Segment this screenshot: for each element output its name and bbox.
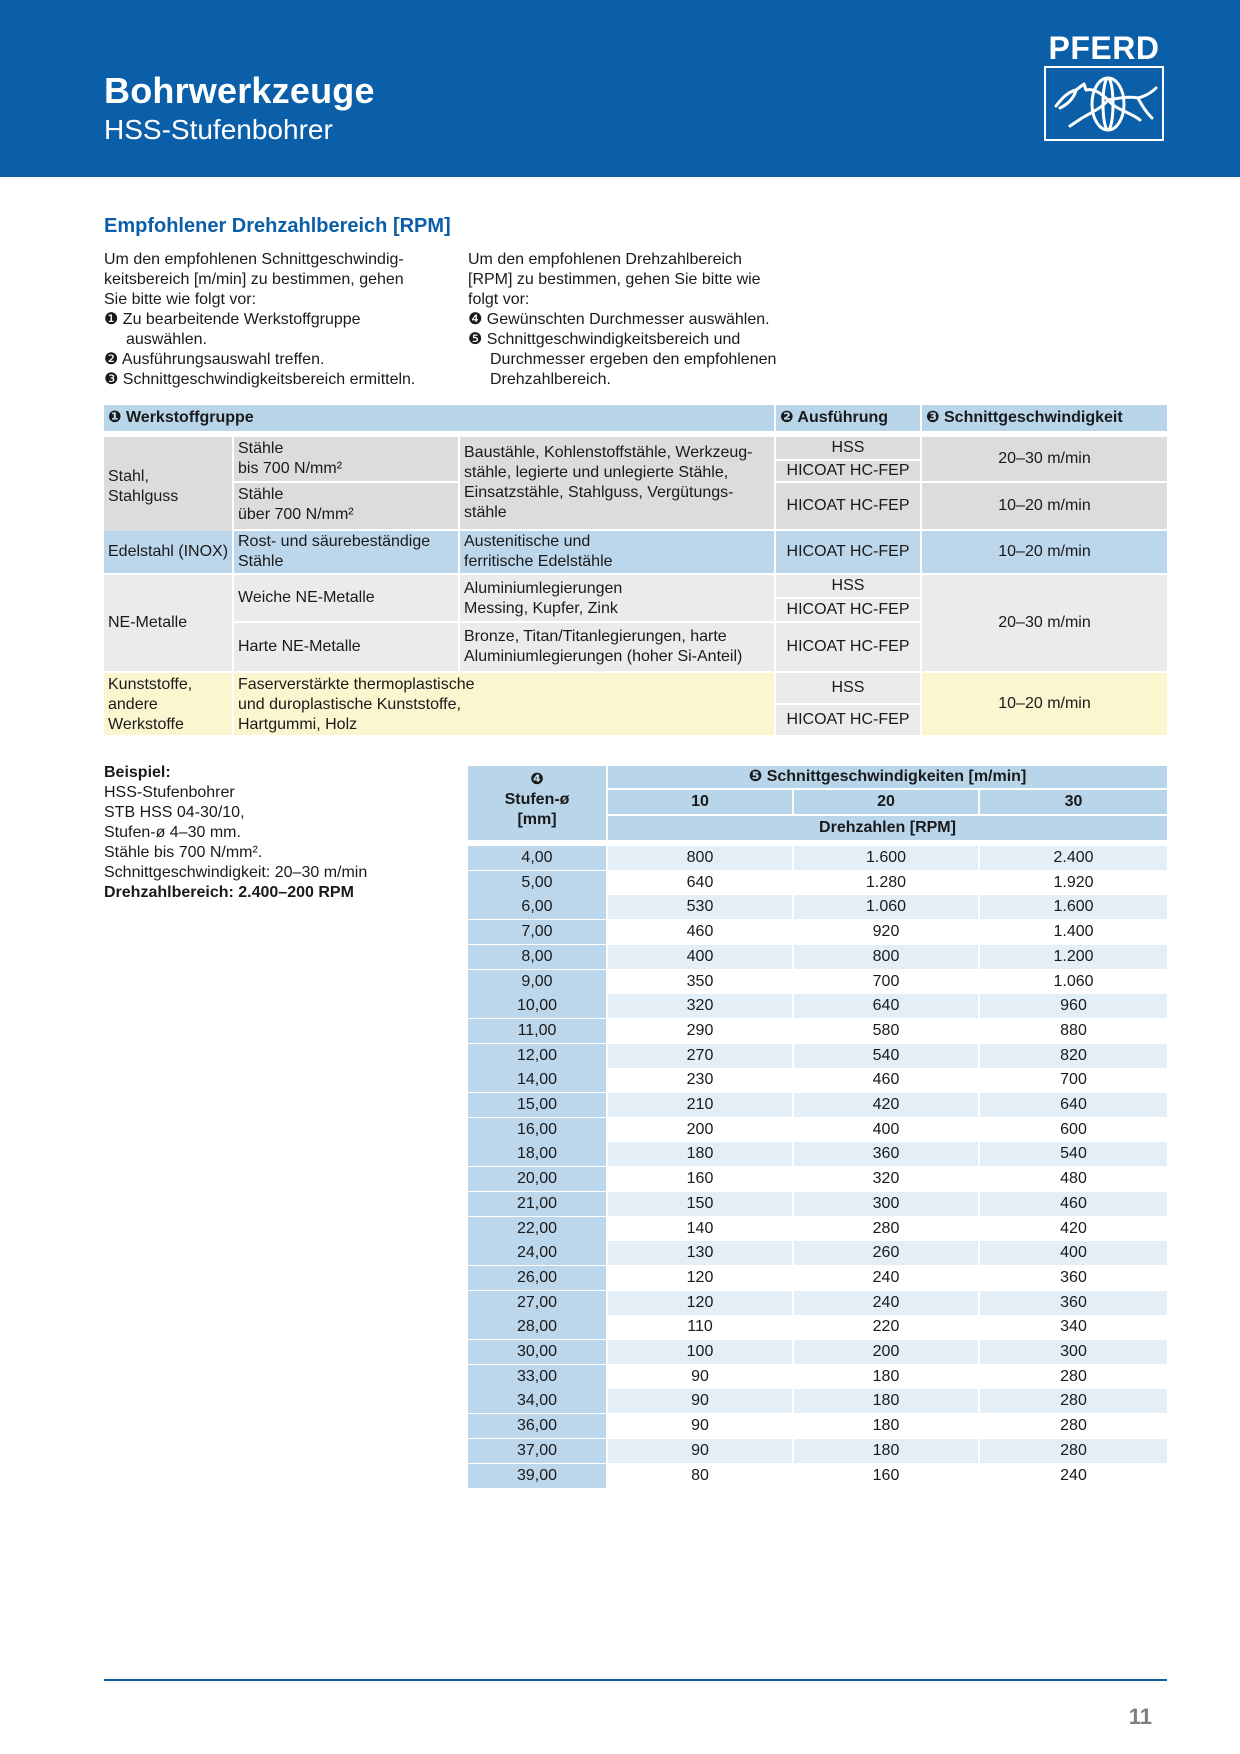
intro-right-line: Um den empfohlenen Drehzahlbereich — [468, 251, 742, 268]
rpm-cell-20: 800 — [794, 945, 978, 969]
rpm-cell-20: 160 — [794, 1464, 978, 1488]
speed-stahl-2: 10–20 m/min — [922, 483, 1167, 529]
rpm-cell-30: 280 — [980, 1439, 1167, 1463]
desc-stahl: Baustähle, Kohlenstoffstähle, Werkzeug- stähle, legierte und unlegierte Stähle, Einsatzstähle, Stahlguss, Vergütungs- stähle — [460, 437, 774, 529]
table-row — [468, 1019, 1167, 1043]
rpm-cell-30: 280 — [980, 1389, 1167, 1413]
diameter-cell: 16,00 — [468, 1118, 606, 1142]
rpm-cell-30: 480 — [980, 1167, 1167, 1191]
diameter-cell: 21,00 — [468, 1192, 606, 1216]
rpm-cell-10: 150 — [608, 1192, 792, 1216]
table-row — [468, 871, 1167, 895]
rpm-cell-30: 1.060 — [980, 970, 1167, 994]
diameter-cell: 30,00 — [468, 1340, 606, 1364]
rpm-cell-10: 460 — [608, 920, 792, 944]
sub-stahl-ueber-700: Stähle über 700 N/mm² — [234, 483, 458, 529]
table-row — [468, 1068, 1167, 1092]
header-werkstoffgruppe: ❶ Werkstoffgruppe — [104, 405, 774, 431]
ausfuehrung-stahl-hcfep-2: HICOAT HC-FEP — [776, 483, 920, 529]
diameter-cell: 14,00 — [468, 1068, 606, 1092]
rpm-cell-20: 640 — [794, 994, 978, 1018]
rpm-cell-10: 160 — [608, 1167, 792, 1191]
rpm-cell-10: 270 — [608, 1044, 792, 1068]
diameter-cell: 8,00 — [468, 945, 606, 969]
table-row — [468, 1241, 1167, 1265]
rpm-cell-20: 280 — [794, 1217, 978, 1241]
diameter-cell: 34,00 — [468, 1389, 606, 1413]
rpm-cell-10: 210 — [608, 1093, 792, 1117]
intro-left — [104, 250, 454, 390]
rpm-cell-30: 960 — [980, 994, 1167, 1018]
rpm-cell-10: 320 — [608, 994, 792, 1018]
example-block — [104, 763, 434, 903]
rpm-cell-20: 580 — [794, 1019, 978, 1043]
intro-left-step-1: ❶ Zu bearbeitende Werkstoffgruppe — [104, 311, 361, 328]
table-row — [468, 1167, 1167, 1191]
table-row — [468, 1340, 1167, 1364]
diameter-cell: 24,00 — [468, 1241, 606, 1265]
diameter-cell: 36,00 — [468, 1414, 606, 1438]
ausfuehrung-stahl-hcfep-1: HICOAT HC-FEP — [776, 461, 920, 481]
rpm-cell-20: 260 — [794, 1241, 978, 1265]
rpm-cell-30: 1.920 — [980, 871, 1167, 895]
intro-left-line: Um den empfohlenen Schnittgeschwindig- — [104, 251, 404, 268]
rpm-cell-10: 200 — [608, 1118, 792, 1142]
ausfuehrung-kunst-hcfep: HICOAT HC-FEP — [776, 705, 920, 735]
rpm-cell-30: 420 — [980, 1217, 1167, 1241]
rpm-cell-30: 280 — [980, 1365, 1167, 1389]
rpm-cell-20: 400 — [794, 1118, 978, 1142]
header-schnittgeschwindigkeit: ❸ Schnittgeschwindigkeit — [922, 405, 1167, 431]
rpm-cell-30: 2.400 — [980, 846, 1167, 870]
table-row — [468, 1118, 1167, 1142]
footer-divider — [104, 1679, 1167, 1681]
rpm-cell-10: 530 — [608, 895, 792, 919]
ausfuehrung-ne-hcfep-2: HICOAT HC-FEP — [776, 623, 920, 671]
diameter-cell: 15,00 — [468, 1093, 606, 1117]
rpm-cell-20: 420 — [794, 1093, 978, 1117]
example-line: Schnittgeschwindigkeit: 20–30 m/min — [104, 864, 368, 881]
rpm-cell-10: 350 — [608, 970, 792, 994]
example-line: Stufen-ø 4–30 mm. — [104, 824, 241, 841]
group-stahl: Stahl, Stahlguss — [104, 437, 232, 561]
page-title: Bohrwerkzeuge — [104, 70, 375, 111]
intro-left-step-1-cont: auswählen. — [126, 331, 207, 348]
table-row — [468, 920, 1167, 944]
diameter-cell: 27,00 — [468, 1291, 606, 1315]
rpm-cell-10: 120 — [608, 1266, 792, 1290]
table-row — [468, 846, 1167, 870]
rpm-cell-30: 1.200 — [980, 945, 1167, 969]
diameter-cell: 4,00 — [468, 846, 606, 870]
rpm-cell-20: 1.280 — [794, 871, 978, 895]
rpm-cell-10: 140 — [608, 1217, 792, 1241]
diameter-cell: 6,00 — [468, 895, 606, 919]
rpm-cell-30: 360 — [980, 1266, 1167, 1290]
rpm-cell-30: 1.400 — [980, 920, 1167, 944]
rpm-cell-20: 180 — [794, 1389, 978, 1413]
header-banner — [0, 0, 1240, 177]
intro-right — [468, 250, 828, 390]
diameter-cell: 33,00 — [468, 1365, 606, 1389]
rpm-cell-10: 90 — [608, 1414, 792, 1438]
header-speed-30: 30 — [980, 790, 1167, 814]
diameter-cell: 20,00 — [468, 1167, 606, 1191]
table-row — [468, 1389, 1167, 1413]
header-speed-20: 20 — [794, 790, 978, 814]
table-row — [468, 1365, 1167, 1389]
desc-harte-ne: Bronze, Titan/Titanlegierungen, harte Aluminiumlegierungen (hoher Si-Anteil) — [460, 623, 774, 671]
rpm-cell-10: 180 — [608, 1142, 792, 1166]
table-row — [468, 895, 1167, 919]
sub-weiche-ne: Weiche NE-Metalle — [234, 575, 458, 621]
rpm-cell-10: 90 — [608, 1439, 792, 1463]
rpm-cell-20: 460 — [794, 1068, 978, 1092]
table-row — [468, 1464, 1167, 1488]
table-row — [468, 1192, 1167, 1216]
rpm-cell-10: 130 — [608, 1241, 792, 1265]
rpm-cell-10: 120 — [608, 1291, 792, 1315]
example-result: Drehzahlbereich: 2.400–200 RPM — [104, 884, 354, 901]
diameter-cell: 18,00 — [468, 1142, 606, 1166]
diameter-cell: 28,00 — [468, 1315, 606, 1339]
intro-right-step-5: ❺ Schnittgeschwindigkeitsbereich und — [468, 331, 741, 348]
rpm-cell-20: 320 — [794, 1167, 978, 1191]
intro-left-step-2: ❷ Ausführungsauswahl treffen. — [104, 351, 325, 368]
rpm-cell-20: 200 — [794, 1340, 978, 1364]
speed-edelstahl: 10–20 m/min — [922, 531, 1167, 573]
diameter-cell: 12,00 — [468, 1044, 606, 1068]
header-schnittgeschwindigkeiten: ❺ Schnittgeschwindigkeiten [m/min] — [608, 766, 1167, 788]
diameter-cell: 10,00 — [468, 994, 606, 1018]
table-row — [468, 1315, 1167, 1339]
horse-logo-icon — [1044, 66, 1164, 141]
intro-right-step-4: ❹ Gewünschten Durchmesser auswählen. — [468, 311, 770, 328]
intro-right-line: folgt vor: — [468, 291, 530, 308]
example-line: STB HSS 04-30/10, — [104, 804, 245, 821]
intro-left-line: keitsbereich [m/min] zu bestimmen, gehen — [104, 271, 404, 288]
table-row — [468, 1044, 1167, 1068]
example-line: Stähle bis 700 N/mm². — [104, 844, 263, 861]
page-number: 11 — [1128, 1704, 1152, 1729]
diameter-cell: 39,00 — [468, 1464, 606, 1488]
intro-right-step-5-cont: Durchmesser ergeben den empfohlenen — [490, 351, 777, 368]
rpm-cell-30: 700 — [980, 1068, 1167, 1092]
table-row — [468, 994, 1167, 1018]
table-row — [468, 1093, 1167, 1117]
rpm-cell-10: 800 — [608, 846, 792, 870]
rpm-cell-10: 110 — [608, 1315, 792, 1339]
desc-kunststoffe: Faserverstärkte thermoplastische und duroplastische Kunststoffe, Hartgummi, Holz — [234, 673, 774, 735]
desc-weiche-ne: Aluminiumlegierungen Messing, Kupfer, Zink — [460, 575, 774, 621]
ausfuehrung-ne-hss: HSS — [776, 575, 920, 597]
rpm-cell-10: 290 — [608, 1019, 792, 1043]
rpm-cell-10: 90 — [608, 1365, 792, 1389]
diameter-cell: 7,00 — [468, 920, 606, 944]
table-row — [468, 1142, 1167, 1166]
rpm-cell-10: 230 — [608, 1068, 792, 1092]
diameter-cell: 22,00 — [468, 1217, 606, 1241]
table-row — [468, 970, 1167, 994]
table-row — [468, 1266, 1167, 1290]
ausfuehrung-ne-hcfep-1: HICOAT HC-FEP — [776, 599, 920, 621]
rpm-cell-30: 600 — [980, 1118, 1167, 1142]
rpm-cell-30: 820 — [980, 1044, 1167, 1068]
ausfuehrung-edelstahl: HICOAT HC-FEP — [776, 531, 920, 573]
table-row — [468, 945, 1167, 969]
desc-edelstahl: Austenitische und ferritische Edelstähle — [460, 531, 774, 573]
intro-right-line: [RPM] zu bestimmen, gehen Sie bitte wie — [468, 271, 761, 288]
table-row — [468, 1217, 1167, 1241]
group-edelstahl: Edelstahl (INOX) — [104, 531, 232, 573]
table-row — [468, 1291, 1167, 1315]
diameter-cell: 11,00 — [468, 1019, 606, 1043]
intro-left-line: Sie bitte wie folgt vor: — [104, 291, 257, 308]
rpm-cell-30: 880 — [980, 1019, 1167, 1043]
diameter-cell: 9,00 — [468, 970, 606, 994]
header-stufen-diameter: ❹ Stufen-ø [mm] — [468, 766, 606, 840]
group-ne-metalle: NE-Metalle — [104, 575, 232, 671]
rpm-cell-30: 400 — [980, 1241, 1167, 1265]
rpm-cell-30: 540 — [980, 1142, 1167, 1166]
speed-ne: 20–30 m/min — [922, 575, 1167, 671]
ausfuehrung-kunst-hss: HSS — [776, 673, 920, 703]
rpm-cell-30: 240 — [980, 1464, 1167, 1488]
rpm-cell-20: 700 — [794, 970, 978, 994]
logo-text: PFERD — [1048, 30, 1160, 66]
rpm-cell-20: 540 — [794, 1044, 978, 1068]
rpm-cell-20: 920 — [794, 920, 978, 944]
rpm-cell-30: 340 — [980, 1315, 1167, 1339]
diameter-cell: 5,00 — [468, 871, 606, 895]
rpm-cell-10: 100 — [608, 1340, 792, 1364]
rpm-cell-30: 360 — [980, 1291, 1167, 1315]
rpm-cell-20: 1.600 — [794, 846, 978, 870]
example-heading: Beispiel: — [104, 764, 171, 781]
rpm-cell-30: 280 — [980, 1414, 1167, 1438]
rpm-cell-30: 300 — [980, 1340, 1167, 1364]
section-title: Empfohlener Drehzahlbereich [RPM] — [104, 215, 451, 237]
rpm-cell-20: 180 — [794, 1439, 978, 1463]
speed-stahl-1: 20–30 m/min — [922, 437, 1167, 481]
rpm-cell-20: 240 — [794, 1266, 978, 1290]
table-row — [468, 1414, 1167, 1438]
speed-kunststoffe: 10–20 m/min — [922, 673, 1167, 735]
diameter-cell: 26,00 — [468, 1266, 606, 1290]
example-line: HSS-Stufenbohrer — [104, 784, 235, 801]
intro-left-step-3: ❸ Schnittgeschwindigkeitsbereich ermitteln. — [104, 371, 416, 388]
header-drehzahlen: Drehzahlen [RPM] — [608, 816, 1167, 840]
rpm-cell-20: 300 — [794, 1192, 978, 1216]
rpm-cell-30: 460 — [980, 1192, 1167, 1216]
rpm-cell-30: 1.600 — [980, 895, 1167, 919]
rpm-cell-30: 640 — [980, 1093, 1167, 1117]
rpm-cell-20: 360 — [794, 1142, 978, 1166]
header-ausfuehrung: ❷ Ausführung — [776, 405, 920, 431]
page-subtitle: HSS-Stufenbohrer — [104, 114, 333, 145]
rpm-cell-20: 220 — [794, 1315, 978, 1339]
rpm-cell-20: 240 — [794, 1291, 978, 1315]
intro-right-step-5-cont: Drehzahlbereich. — [490, 371, 611, 388]
rpm-cell-20: 1.060 — [794, 895, 978, 919]
rpm-cell-10: 90 — [608, 1389, 792, 1413]
diameter-cell: 37,00 — [468, 1439, 606, 1463]
rpm-cell-20: 180 — [794, 1414, 978, 1438]
ausfuehrung-stahl-hss: HSS — [776, 437, 920, 459]
rpm-cell-10: 640 — [608, 871, 792, 895]
sub-edelstahl: Rost- und säurebeständige Stähle — [234, 531, 458, 573]
header-speed-10: 10 — [608, 790, 792, 814]
table-row — [468, 1439, 1167, 1463]
group-kunststoffe: Kunststoffe, andere Werkstoffe — [104, 673, 232, 735]
sub-stahl-bis-700: Stähle bis 700 N/mm² — [234, 437, 458, 481]
rpm-cell-10: 400 — [608, 945, 792, 969]
rpm-cell-10: 80 — [608, 1464, 792, 1488]
pferd-logo — [1040, 32, 1168, 144]
sub-harte-ne: Harte NE-Metalle — [234, 623, 458, 671]
rpm-cell-20: 180 — [794, 1365, 978, 1389]
